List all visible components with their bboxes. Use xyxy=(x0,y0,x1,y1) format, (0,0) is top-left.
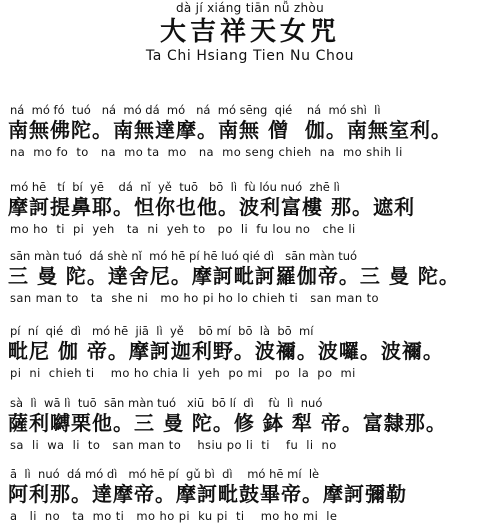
title-hanzi: 大吉祥天女咒 xyxy=(159,17,340,47)
title-pinyin: dà jí xiáng tiān nǚ zhòu xyxy=(176,1,324,15)
verse-pinyin: pí ní qié dì mó hē jiā lì yě bō mí bō là bō mí xyxy=(10,324,314,338)
verse-romanization: pi ni chieh ti mo ho chia li yeh po mi po la po mi xyxy=(10,366,356,380)
verse-pinyin: ná mó fó tuó ná mó dá mó ná mó sēng qié ná mó shì lì xyxy=(10,103,381,117)
verse-romanization: a li no ta mo ti mo ho pi ku pi ti mo ho mi le xyxy=(10,509,338,523)
title-romanization: Ta Chi Hsiang Tien Nu Chou xyxy=(145,48,355,64)
verse-romanization: mo ho ti pi yeh ta ni yeh to po li fu lou no che li xyxy=(10,222,356,236)
verse-pinyin: ā lì nuó dá mó dì mó hē pí gǔ bì dì mó hē mí lè xyxy=(10,467,320,481)
verse-hanzi: 毗尼 伽 帝。摩訶迦利野。波禰。波囉。波禰。 xyxy=(8,339,444,363)
verse-hanzi: 南無佛陀。南無達摩。南無 僧 伽。南無室利。 xyxy=(8,118,452,142)
verse-hanzi: 三 曼 陀。達舍尼。摩訶毗訶羅伽帝。三 曼 陀。 xyxy=(8,264,460,288)
verse-hanzi: 阿利那。達摩帝。摩訶毗鼓畢帝。摩訶彌勒 xyxy=(8,482,407,506)
verse-pinyin: mó hē tí bí yē dá nǐ yě tuō bō lì fù lóu nuó zhē lì xyxy=(10,180,340,194)
verse-pinyin: sān màn tuó dá shè nǐ mó hē pí hē luó qié dì sān màn tuó xyxy=(10,249,358,263)
verse-hanzi: 薩利嚩栗他。三 曼 陀。修 鉢 犁 帝。富隸那。 xyxy=(8,411,447,435)
verse-hanzi: 摩訶提鼻耶。怛你也他。波利富樓 那。遮利 xyxy=(8,195,415,219)
verse-pinyin: sà lì wā lì tuō sān màn tuó xiū bō lí dì fù lì nuó xyxy=(10,396,323,410)
verse-romanization: san man to ta she ni mo ho pi ho lo chieh ti san man to xyxy=(10,291,379,305)
verse-romanization: sa li wa li to san man to hsiu po li ti fu li no xyxy=(10,438,337,452)
verse-romanization: na mo fo to na mo ta mo na mo seng chieh na mo shih li xyxy=(10,145,403,159)
